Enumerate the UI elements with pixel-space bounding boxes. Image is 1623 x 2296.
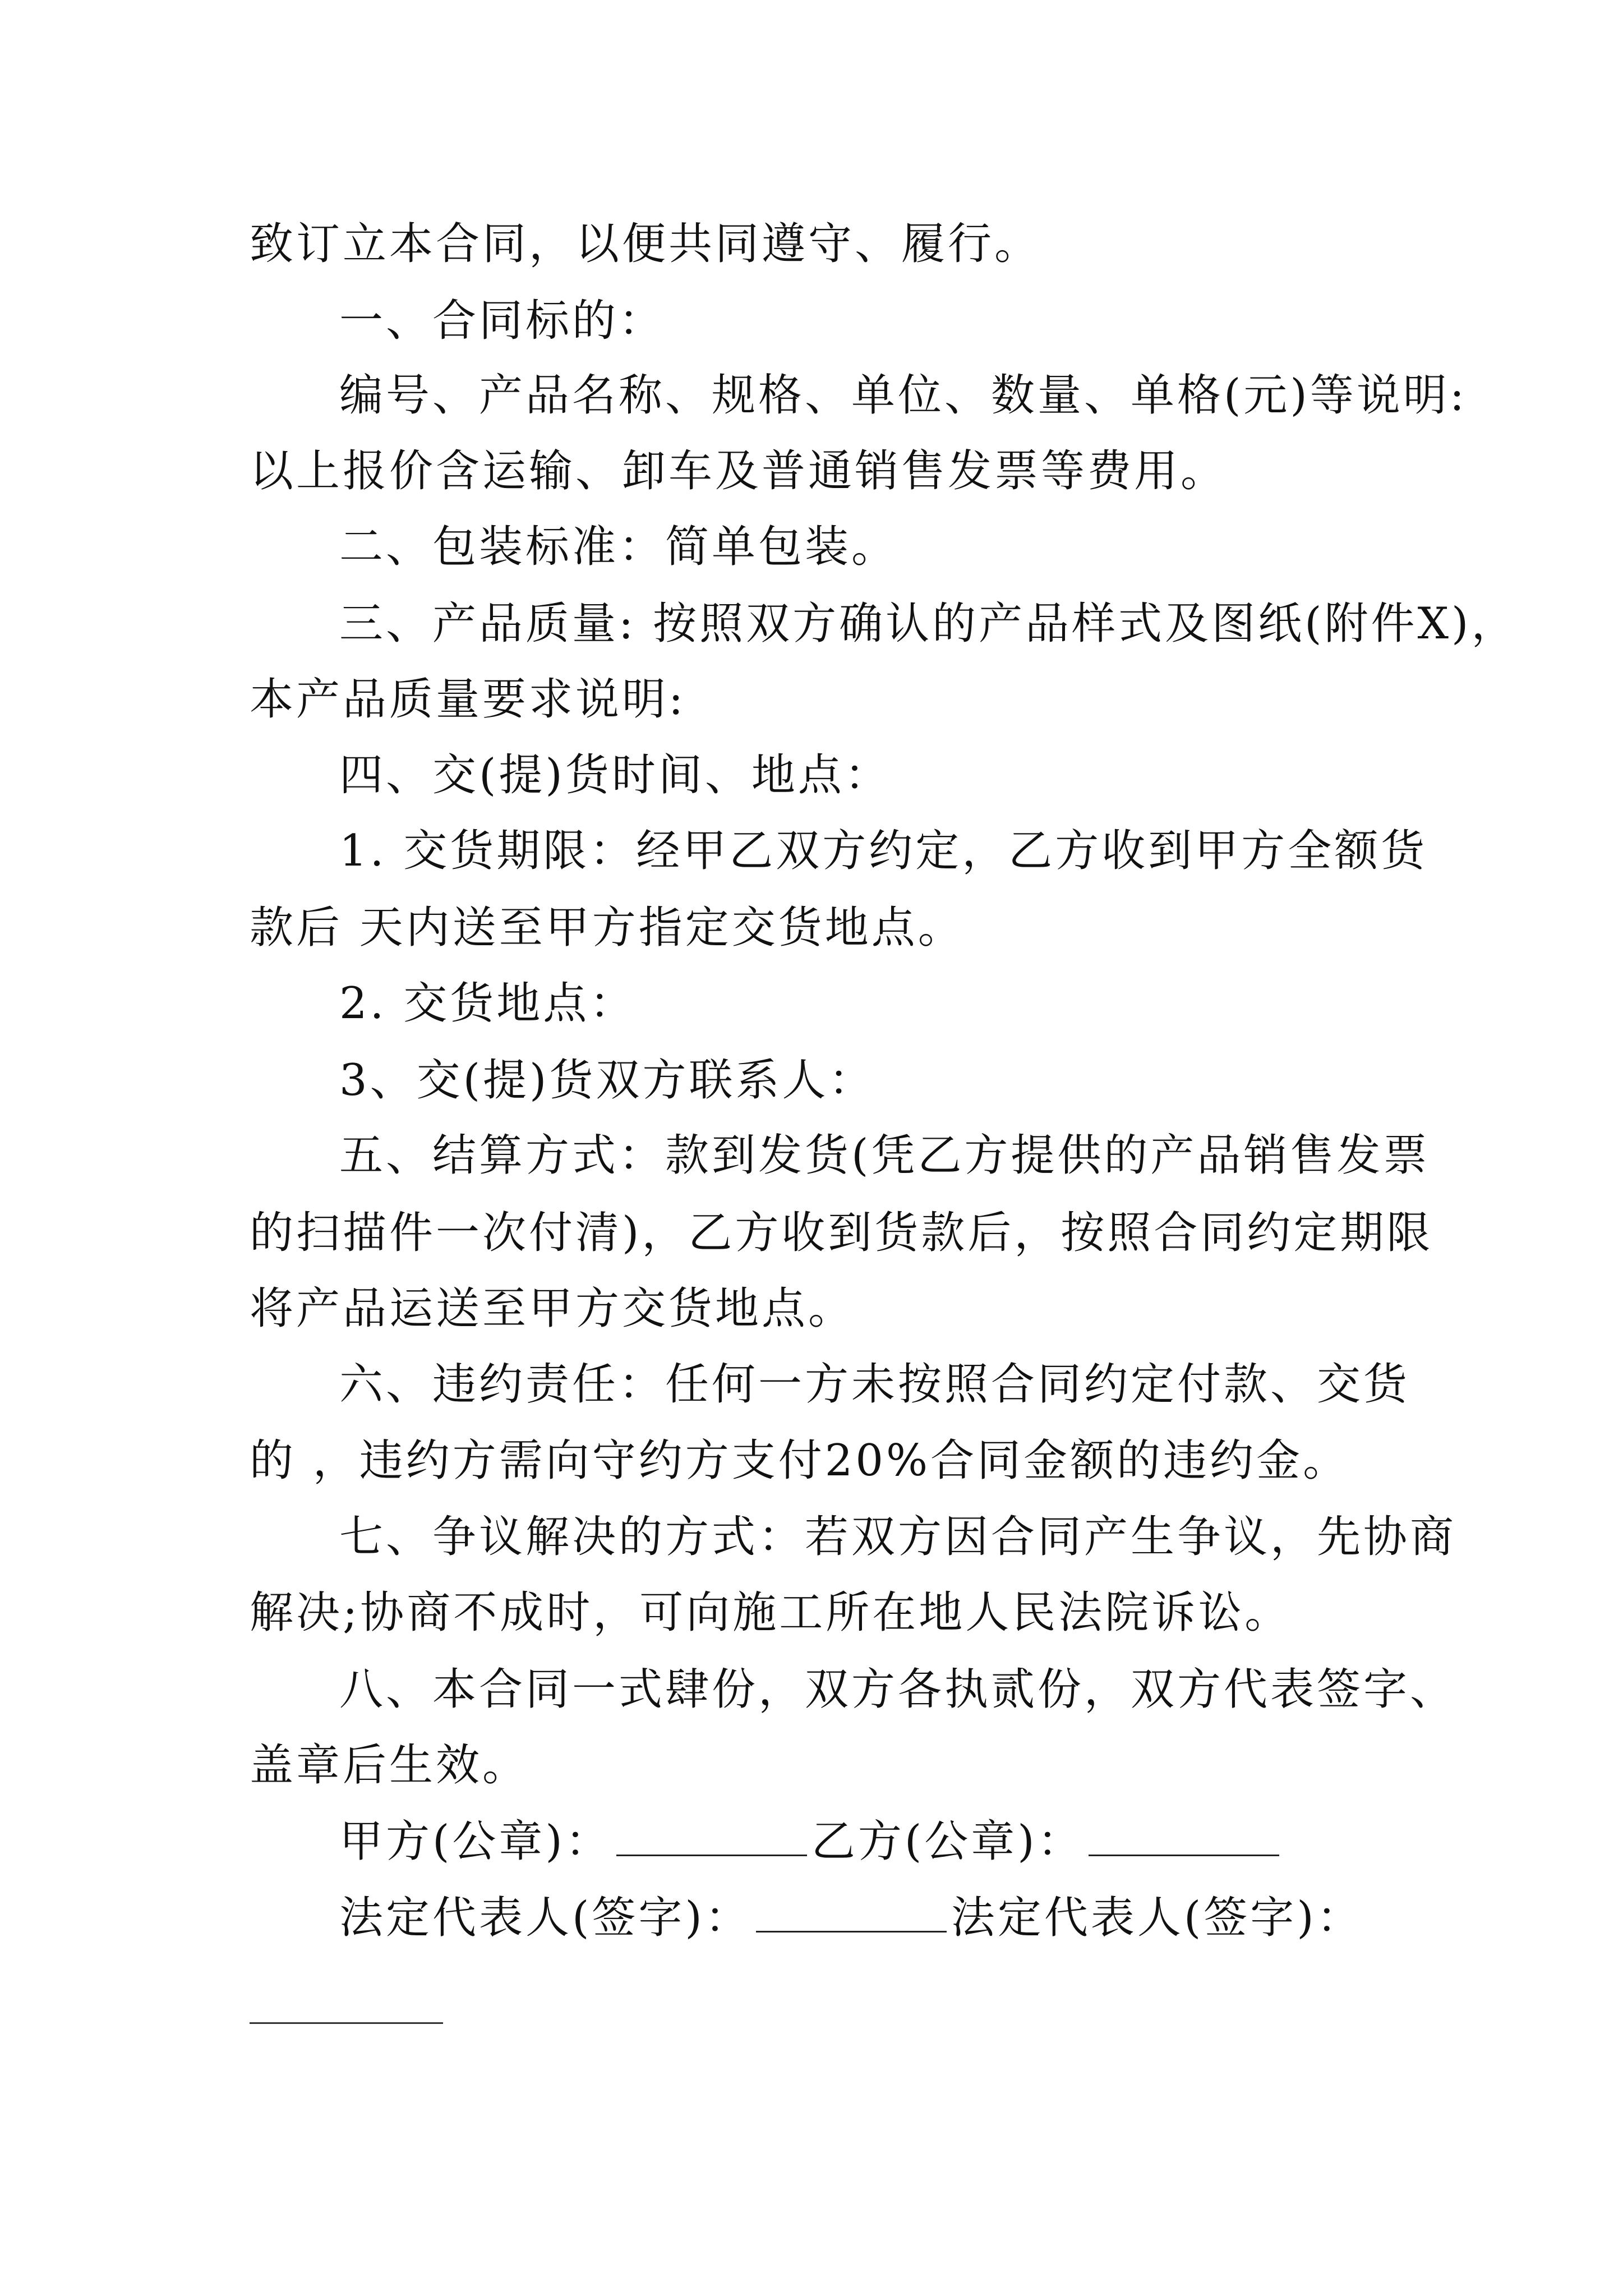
text-line: 本产品质量要求说明: (250, 674, 686, 725)
text-line: 的扫描件一次付清)，乙方收到货款后，按照合同约定期限 (250, 1208, 1433, 1258)
text-line: 盖章后生效。 (250, 1740, 529, 1791)
text-line: 致订立本合同，以便共同遵守、履行。 (250, 219, 1041, 269)
section-heading: 八、本合同一式肆份，双方各执贰份，双方代表签字、 (339, 1664, 1457, 1715)
party-b-seal-blank (1089, 1815, 1279, 1856)
text-line: 2. 交货地点： (339, 978, 637, 1029)
text-line: 1. 交货期限：经甲乙双方约定，乙方收到甲方全额货 (339, 826, 1428, 876)
party-a-rep-label: 法定代表人(签字)： (339, 1893, 751, 1943)
party-a-seal-label: 甲方(公章)： (339, 1816, 612, 1867)
party-b-rep-label: 法定代表人(签字)： (951, 1893, 1363, 1943)
footnote-rule (250, 2022, 443, 2024)
text-line: 将产品运送至甲方交货地点。 (250, 1283, 855, 1334)
signature-row-seal (339, 1814, 1284, 1870)
party-a-seal-blank (616, 1815, 807, 1856)
section-heading: 二、包装标准：简单包装。 (339, 522, 898, 572)
text-line: 的 ，违约方需向守约方支付20%合同金额的违约金。 (250, 1435, 1350, 1486)
text-line: 解决;协商不成时，可向施工所在地人民法院诉讼。 (250, 1588, 1292, 1638)
section-heading: 三、产品质量: 按照双方确认的产品样式及图纸(附件X)， (339, 599, 1518, 649)
text-line: 以上报价含运输、卸车及普通销售发票等费用。 (250, 446, 1228, 496)
party-b-seal-label: 乙方(公章)： (811, 1816, 1084, 1867)
signature-row-rep (339, 1890, 1363, 1946)
text-line: 3、交(提)货双方联系人： (339, 1055, 875, 1106)
section-heading: 七、争议解决的方式：若双方因合同产生争议，先协商 (339, 1512, 1457, 1562)
section-heading: 五、结算方式：款到发货(凭乙方提供的产品销售发票 (339, 1130, 1430, 1181)
section-heading: 六、违约责任：任何一方未按照合同约定付款、交货 (339, 1359, 1410, 1410)
text-line: 编号、产品名称、规格、单位、数量、单格(元)等说明: (339, 370, 1468, 421)
section-heading: 四、交(提)货时间、地点： (339, 750, 891, 800)
section-heading: 一、合同标的： (339, 296, 666, 346)
party-a-rep-blank (756, 1892, 947, 1932)
text-line: 款后 天内送至甲方指定交货地点。 (250, 903, 965, 953)
